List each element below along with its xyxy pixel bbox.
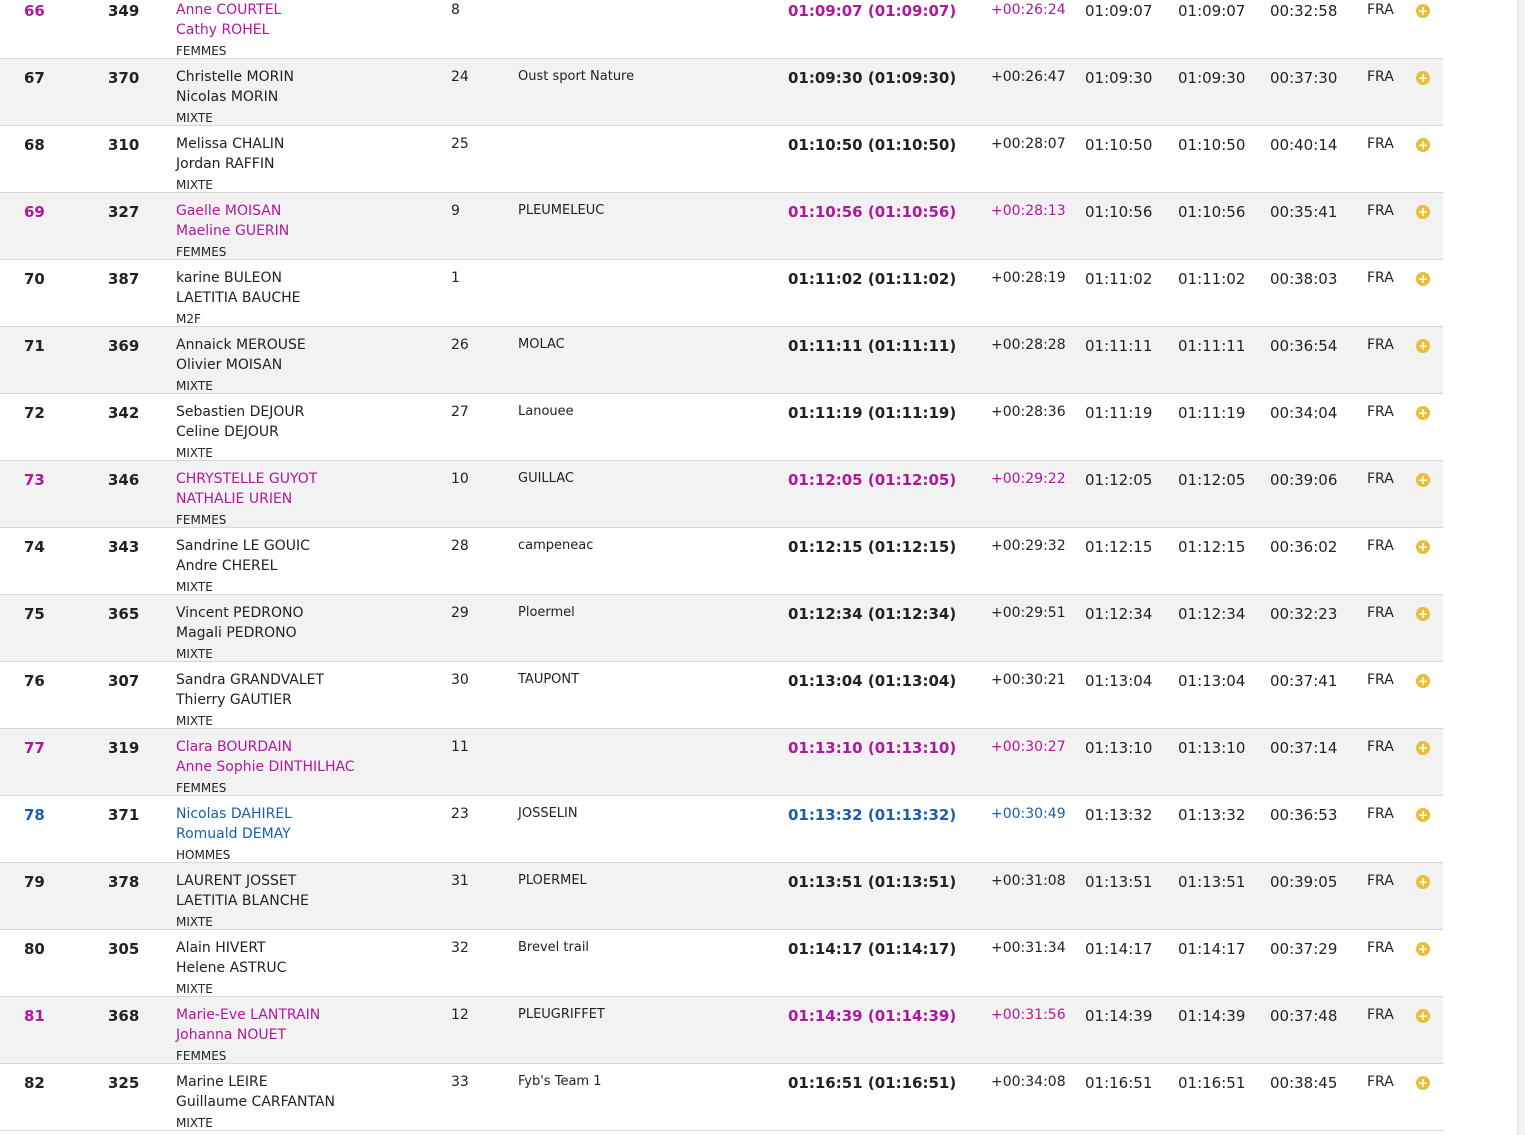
participant-name-2[interactable]: Cathy ROHEL <box>176 22 270 38</box>
split-time-2-cell: 01:09:07 <box>1178 2 1246 20</box>
table-row <box>0 863 1443 930</box>
participant-name-2[interactable]: Andre CHEREL <box>176 558 278 574</box>
nationality-cell: FRA <box>1367 672 1394 688</box>
club-cell: MOLAC <box>518 337 565 352</box>
club-cell: Ploermel <box>518 605 575 620</box>
split-time-2-cell: 01:12:34 <box>1178 605 1246 623</box>
split-time-1-cell: 01:13:10 <box>1085 739 1153 757</box>
club-cell: Brevel trail <box>518 940 590 955</box>
participant-name-1[interactable]: Sandrine LE GOUIC <box>176 538 310 554</box>
rank-cell: 76 <box>24 672 45 690</box>
table-row <box>0 126 1443 193</box>
rank-cell: 73 <box>24 471 45 489</box>
split-time-3-cell: 00:37:41 <box>1270 672 1338 690</box>
category-label: MIXTE <box>176 446 213 460</box>
table-row <box>0 729 1443 796</box>
nationality-cell: FRA <box>1367 806 1394 822</box>
gap-cell: +00:29:51 <box>991 605 1066 621</box>
split-time-3-cell: 00:37:30 <box>1270 69 1338 87</box>
split-time-2-cell: 01:12:05 <box>1178 471 1246 489</box>
gap-cell: +00:30:49 <box>991 806 1066 822</box>
bib-cell: 342 <box>108 404 140 422</box>
split-time-1-cell: 01:12:34 <box>1085 605 1153 623</box>
expand-details-icon[interactable]: + <box>1417 942 1429 956</box>
club-cell: Lanouee <box>518 404 574 419</box>
category-rank-cell: 11 <box>451 739 469 755</box>
participant-name-2[interactable]: Olivier MOISAN <box>176 357 283 373</box>
category-rank-cell: 23 <box>451 806 469 822</box>
participant-name-2[interactable]: Celine DEJOUR <box>176 424 279 440</box>
expand-details-icon[interactable]: + <box>1417 540 1429 554</box>
nationality-cell: FRA <box>1367 471 1394 487</box>
finish-time-cell: 01:09:30 (01:09:30) <box>788 69 957 87</box>
category-rank-cell: 31 <box>451 873 469 889</box>
participant-name-1[interactable]: Sandra GRANDVALET <box>176 672 325 688</box>
table-row <box>0 1064 1443 1131</box>
split-time-1-cell: 01:11:11 <box>1085 337 1153 355</box>
bib-cell: 370 <box>108 69 140 87</box>
participant-name-1[interactable]: Alain HIVERT <box>176 940 266 956</box>
split-time-3-cell: 00:40:14 <box>1270 136 1338 154</box>
split-time-2-cell: 01:10:50 <box>1178 136 1246 154</box>
participant-name-1[interactable]: LAURENT JOSSET <box>176 873 297 889</box>
participant-name-2[interactable]: Nicolas MORIN <box>176 89 279 105</box>
nationality-cell: FRA <box>1367 739 1394 755</box>
split-time-3-cell: 00:35:41 <box>1270 203 1338 221</box>
bib-cell: 349 <box>108 2 140 20</box>
finish-time-cell: 01:12:34 (01:12:34) <box>788 605 957 623</box>
participant-name-1[interactable]: Sebastien DEJOUR <box>176 404 305 420</box>
rank-cell: 68 <box>24 136 45 154</box>
participant-name-1[interactable]: Melissa CHALIN <box>176 136 285 152</box>
bib-cell: 378 <box>108 873 140 891</box>
split-time-1-cell: 01:12:15 <box>1085 538 1153 556</box>
participant-name-2[interactable]: Helene ASTRUC <box>176 960 287 976</box>
expand-details-icon[interactable]: + <box>1417 875 1429 889</box>
split-time-2-cell: 01:09:30 <box>1178 69 1246 87</box>
category-rank-cell: 8 <box>451 2 460 18</box>
table-row <box>0 997 1443 1064</box>
club-cell: PLEUMELEUC <box>518 203 605 218</box>
gap-cell: +00:34:08 <box>991 1074 1066 1090</box>
club-cell: JOSSELIN <box>518 806 578 821</box>
participant-name-2[interactable]: NATHALIE URIEN <box>176 491 293 507</box>
finish-time-cell: 01:11:11 (01:11:11) <box>788 337 957 355</box>
rank-cell: 80 <box>24 940 45 958</box>
finish-time-cell: 01:16:51 (01:16:51) <box>788 1074 957 1092</box>
finish-time-cell: 01:11:02 (01:11:02) <box>788 270 957 288</box>
table-row <box>0 59 1443 126</box>
nationality-cell: FRA <box>1367 337 1394 353</box>
category-label: MIXTE <box>176 178 213 192</box>
table-row <box>0 394 1443 461</box>
expand-details-icon[interactable]: + <box>1417 808 1429 822</box>
category-label: FEMMES <box>176 1049 227 1063</box>
split-time-1-cell: 01:16:51 <box>1085 1074 1153 1092</box>
category-rank-cell: 27 <box>451 404 469 420</box>
split-time-2-cell: 01:13:32 <box>1178 806 1246 824</box>
split-time-2-cell: 01:14:17 <box>1178 940 1246 958</box>
club-cell: PLOERMEL <box>518 873 587 888</box>
category-label: MIXTE <box>176 379 213 393</box>
category-label: MIXTE <box>176 1116 213 1130</box>
expand-details-icon[interactable]: + <box>1417 1076 1429 1090</box>
participant-name-2[interactable]: Johanna NOUET <box>176 1027 287 1043</box>
finish-time-cell: 01:12:15 (01:12:15) <box>788 538 957 556</box>
split-time-1-cell: 01:09:07 <box>1085 2 1153 20</box>
table-row <box>0 662 1443 729</box>
split-time-1-cell: 01:09:30 <box>1085 69 1153 87</box>
category-label: FEMMES <box>176 245 227 259</box>
category-label: MIXTE <box>176 714 213 728</box>
rank-cell: 67 <box>24 69 45 87</box>
split-time-3-cell: 00:38:03 <box>1270 270 1338 288</box>
category-label: M2F <box>176 312 201 326</box>
participant-name-1[interactable]: CHRYSTELLE GUYOT <box>176 471 318 487</box>
split-time-1-cell: 01:12:05 <box>1085 471 1153 489</box>
split-time-1-cell: 01:13:32 <box>1085 806 1153 824</box>
participant-name-2[interactable]: Thierry GAUTIER <box>176 692 292 708</box>
gap-cell: +00:29:32 <box>991 538 1066 554</box>
finish-time-cell: 01:10:50 (01:10:50) <box>788 136 957 154</box>
category-rank-cell: 33 <box>451 1074 469 1090</box>
participant-name-1[interactable]: Marine LEIRE <box>176 1074 268 1090</box>
category-label: MIXTE <box>176 647 213 661</box>
bib-cell: 325 <box>108 1074 140 1092</box>
expand-details-icon[interactable]: + <box>1417 406 1429 420</box>
nationality-cell: FRA <box>1367 2 1394 18</box>
nationality-cell: FRA <box>1367 538 1394 554</box>
participant-name-2[interactable]: Jordan RAFFIN <box>176 156 275 172</box>
expand-details-icon[interactable]: + <box>1417 205 1429 219</box>
finish-time-cell: 01:14:17 (01:14:17) <box>788 940 957 958</box>
split-time-3-cell: 00:39:05 <box>1270 873 1338 891</box>
gap-cell: +00:31:34 <box>991 940 1066 956</box>
table-row <box>0 461 1443 528</box>
nationality-cell: FRA <box>1367 203 1394 219</box>
expand-details-icon[interactable]: + <box>1417 4 1429 18</box>
gap-cell: +00:30:27 <box>991 739 1066 755</box>
gap-cell: +00:31:56 <box>991 1007 1066 1023</box>
split-time-3-cell: 00:32:23 <box>1270 605 1338 623</box>
finish-time-cell: 01:14:39 (01:14:39) <box>788 1007 957 1025</box>
category-rank-cell: 30 <box>451 672 469 688</box>
split-time-2-cell: 01:16:51 <box>1178 1074 1246 1092</box>
split-time-1-cell: 01:10:56 <box>1085 203 1153 221</box>
rank-cell: 75 <box>24 605 45 623</box>
nationality-cell: FRA <box>1367 873 1394 889</box>
bib-cell: 365 <box>108 605 140 623</box>
category-rank-cell: 10 <box>451 471 469 487</box>
rank-cell: 69 <box>24 203 45 221</box>
split-time-3-cell: 00:36:54 <box>1270 337 1338 355</box>
category-rank-cell: 25 <box>451 136 469 152</box>
club-cell: campeneac <box>518 538 594 553</box>
split-time-2-cell: 01:10:56 <box>1178 203 1246 221</box>
bib-cell: 319 <box>108 739 140 757</box>
split-time-2-cell: 01:11:11 <box>1178 337 1246 355</box>
split-time-1-cell: 01:10:50 <box>1085 136 1153 154</box>
nationality-cell: FRA <box>1367 1074 1394 1090</box>
rank-cell: 78 <box>24 806 45 824</box>
expand-details-icon[interactable]: + <box>1417 741 1429 755</box>
expand-details-icon[interactable]: + <box>1417 272 1429 286</box>
split-time-1-cell: 01:14:17 <box>1085 940 1153 958</box>
split-time-1-cell: 01:13:04 <box>1085 672 1153 690</box>
split-time-2-cell: 01:11:02 <box>1178 270 1246 288</box>
participant-name-2[interactable]: Anne Sophie DINTHILHAC <box>176 759 355 775</box>
expand-details-icon[interactable]: + <box>1417 339 1429 353</box>
participant-name-1[interactable]: Vincent PEDRONO <box>176 605 304 621</box>
table-row <box>0 595 1443 662</box>
participant-name-2[interactable]: LAETITIA BLANCHE <box>176 893 309 909</box>
nationality-cell: FRA <box>1367 1007 1394 1023</box>
bib-cell: 346 <box>108 471 140 489</box>
rank-cell: 82 <box>24 1074 45 1092</box>
table-row <box>0 193 1443 260</box>
split-time-2-cell: 01:11:19 <box>1178 404 1246 422</box>
club-cell: PLEUGRIFFET <box>518 1007 605 1022</box>
participant-name-1[interactable]: Marie-Eve LANTRAIN <box>176 1007 321 1023</box>
split-time-1-cell: 01:14:39 <box>1085 1007 1153 1025</box>
table-row <box>0 260 1443 327</box>
gap-cell: +00:30:21 <box>991 672 1066 688</box>
participant-name-1[interactable]: Annaick MEROUSE <box>176 337 306 353</box>
rank-cell: 70 <box>24 270 45 288</box>
club-cell: Oust sport Nature <box>518 69 635 84</box>
gap-cell: +00:26:47 <box>991 69 1066 85</box>
bib-cell: 310 <box>108 136 140 154</box>
category-rank-cell: 28 <box>451 538 469 554</box>
rank-cell: 77 <box>24 739 45 757</box>
participant-name-1[interactable]: Gaelle MOISAN <box>176 203 282 219</box>
bib-cell: 327 <box>108 203 140 221</box>
expand-details-icon[interactable]: + <box>1417 71 1429 85</box>
category-rank-cell: 1 <box>451 270 460 286</box>
bib-cell: 369 <box>108 337 140 355</box>
split-time-3-cell: 00:37:48 <box>1270 1007 1338 1025</box>
split-time-1-cell: 01:13:51 <box>1085 873 1153 891</box>
rank-cell: 74 <box>24 538 45 556</box>
participant-name-2[interactable]: Romuald DEMAY <box>176 826 291 842</box>
split-time-1-cell: 01:11:02 <box>1085 270 1153 288</box>
split-time-3-cell: 00:34:04 <box>1270 404 1338 422</box>
category-rank-cell: 26 <box>451 337 469 353</box>
table-row <box>0 0 1443 59</box>
split-time-3-cell: 00:36:02 <box>1270 538 1338 556</box>
finish-time-cell: 01:13:51 (01:13:51) <box>788 873 957 891</box>
category-label: MIXTE <box>176 111 213 125</box>
gap-cell: +00:29:22 <box>991 471 1066 487</box>
rank-cell: 81 <box>24 1007 45 1025</box>
participant-name-2[interactable]: Magali PEDRONO <box>176 625 297 641</box>
bib-cell: 305 <box>108 940 140 958</box>
nationality-cell: FRA <box>1367 404 1394 420</box>
split-time-2-cell: 01:14:39 <box>1178 1007 1246 1025</box>
club-cell: TAUPONT <box>518 672 580 687</box>
participant-name-1[interactable]: Christelle MORIN <box>176 69 294 85</box>
rank-cell: 71 <box>24 337 45 355</box>
gap-cell: +00:26:24 <box>991 2 1066 18</box>
gap-cell: +00:28:07 <box>991 136 1066 152</box>
finish-time-cell: 01:10:56 (01:10:56) <box>788 203 957 221</box>
category-label: MIXTE <box>176 982 213 996</box>
participant-name-2[interactable]: Guillaume CARFANTAN <box>176 1094 335 1110</box>
table-row <box>0 930 1443 997</box>
split-time-3-cell: 00:32:58 <box>1270 2 1338 20</box>
category-label: MIXTE <box>176 915 213 929</box>
category-rank-cell: 29 <box>451 605 469 621</box>
rank-cell: 79 <box>24 873 45 891</box>
table-row <box>0 528 1443 595</box>
bib-cell: 343 <box>108 538 140 556</box>
expand-details-icon[interactable]: + <box>1417 473 1429 487</box>
split-time-1-cell: 01:11:19 <box>1085 404 1153 422</box>
gap-cell: +00:28:28 <box>991 337 1066 353</box>
participant-name-2[interactable]: Maeline GUERIN <box>176 223 290 239</box>
nationality-cell: FRA <box>1367 69 1394 85</box>
expand-details-icon[interactable]: + <box>1417 1009 1429 1023</box>
expand-details-icon[interactable]: + <box>1417 674 1429 688</box>
participant-name-1[interactable]: Nicolas DAHIREL <box>176 806 292 822</box>
club-cell: GUILLAC <box>518 471 574 486</box>
split-time-2-cell: 01:13:10 <box>1178 739 1246 757</box>
finish-time-cell: 01:12:05 (01:12:05) <box>788 471 957 489</box>
split-time-2-cell: 01:12:15 <box>1178 538 1246 556</box>
nationality-cell: FRA <box>1367 136 1394 152</box>
bib-cell: 371 <box>108 806 140 824</box>
split-time-3-cell: 00:37:29 <box>1270 940 1338 958</box>
nationality-cell: FRA <box>1367 940 1394 956</box>
finish-time-cell: 01:13:32 (01:13:32) <box>788 806 957 824</box>
participant-name-1[interactable]: Clara BOURDAIN <box>176 739 293 755</box>
bib-cell: 368 <box>108 1007 140 1025</box>
nationality-cell: FRA <box>1367 270 1394 286</box>
category-rank-cell: 32 <box>451 940 469 956</box>
category-rank-cell: 12 <box>451 1007 469 1023</box>
finish-time-cell: 01:13:04 (01:13:04) <box>788 672 957 690</box>
category-label: FEMMES <box>176 44 227 58</box>
finish-time-cell: 01:13:10 (01:13:10) <box>788 739 957 757</box>
split-time-3-cell: 00:38:45 <box>1270 1074 1338 1092</box>
split-time-3-cell: 00:37:14 <box>1270 739 1338 757</box>
gap-cell: +00:28:19 <box>991 270 1066 286</box>
bib-cell: 387 <box>108 270 140 288</box>
split-time-2-cell: 01:13:04 <box>1178 672 1246 690</box>
gap-cell: +00:28:36 <box>991 404 1066 420</box>
category-label: FEMMES <box>176 513 227 527</box>
split-time-3-cell: 00:39:06 <box>1270 471 1338 489</box>
category-rank-cell: 9 <box>451 203 460 219</box>
rank-cell: 72 <box>24 404 45 422</box>
bib-cell: 307 <box>108 672 140 690</box>
participant-name-2[interactable]: LAETITIA BAUCHE <box>176 290 301 306</box>
gap-cell: +00:31:08 <box>991 873 1066 889</box>
category-label: HOMMES <box>176 848 231 862</box>
participant-name-1[interactable]: karine BULEON <box>176 270 283 286</box>
split-time-2-cell: 01:13:51 <box>1178 873 1246 891</box>
club-cell: Fyb's Team 1 <box>518 1074 602 1089</box>
scrollbar[interactable] <box>1517 0 1525 1135</box>
participant-name-1[interactable]: Anne COURTEL <box>176 2 282 18</box>
table-row <box>0 327 1443 394</box>
finish-time-cell: 01:11:19 (01:11:19) <box>788 404 957 422</box>
finish-time-cell: 01:09:07 (01:09:07) <box>788 2 957 20</box>
split-time-3-cell: 00:36:53 <box>1270 806 1338 824</box>
category-rank-cell: 24 <box>451 69 469 85</box>
rank-cell: 66 <box>24 2 45 20</box>
category-label: FEMMES <box>176 781 227 795</box>
category-label: MIXTE <box>176 580 213 594</box>
expand-details-icon[interactable]: + <box>1417 607 1429 621</box>
nationality-cell: FRA <box>1367 605 1394 621</box>
expand-details-icon[interactable]: + <box>1417 138 1429 152</box>
gap-cell: +00:28:13 <box>991 203 1066 219</box>
table-row <box>0 796 1443 863</box>
